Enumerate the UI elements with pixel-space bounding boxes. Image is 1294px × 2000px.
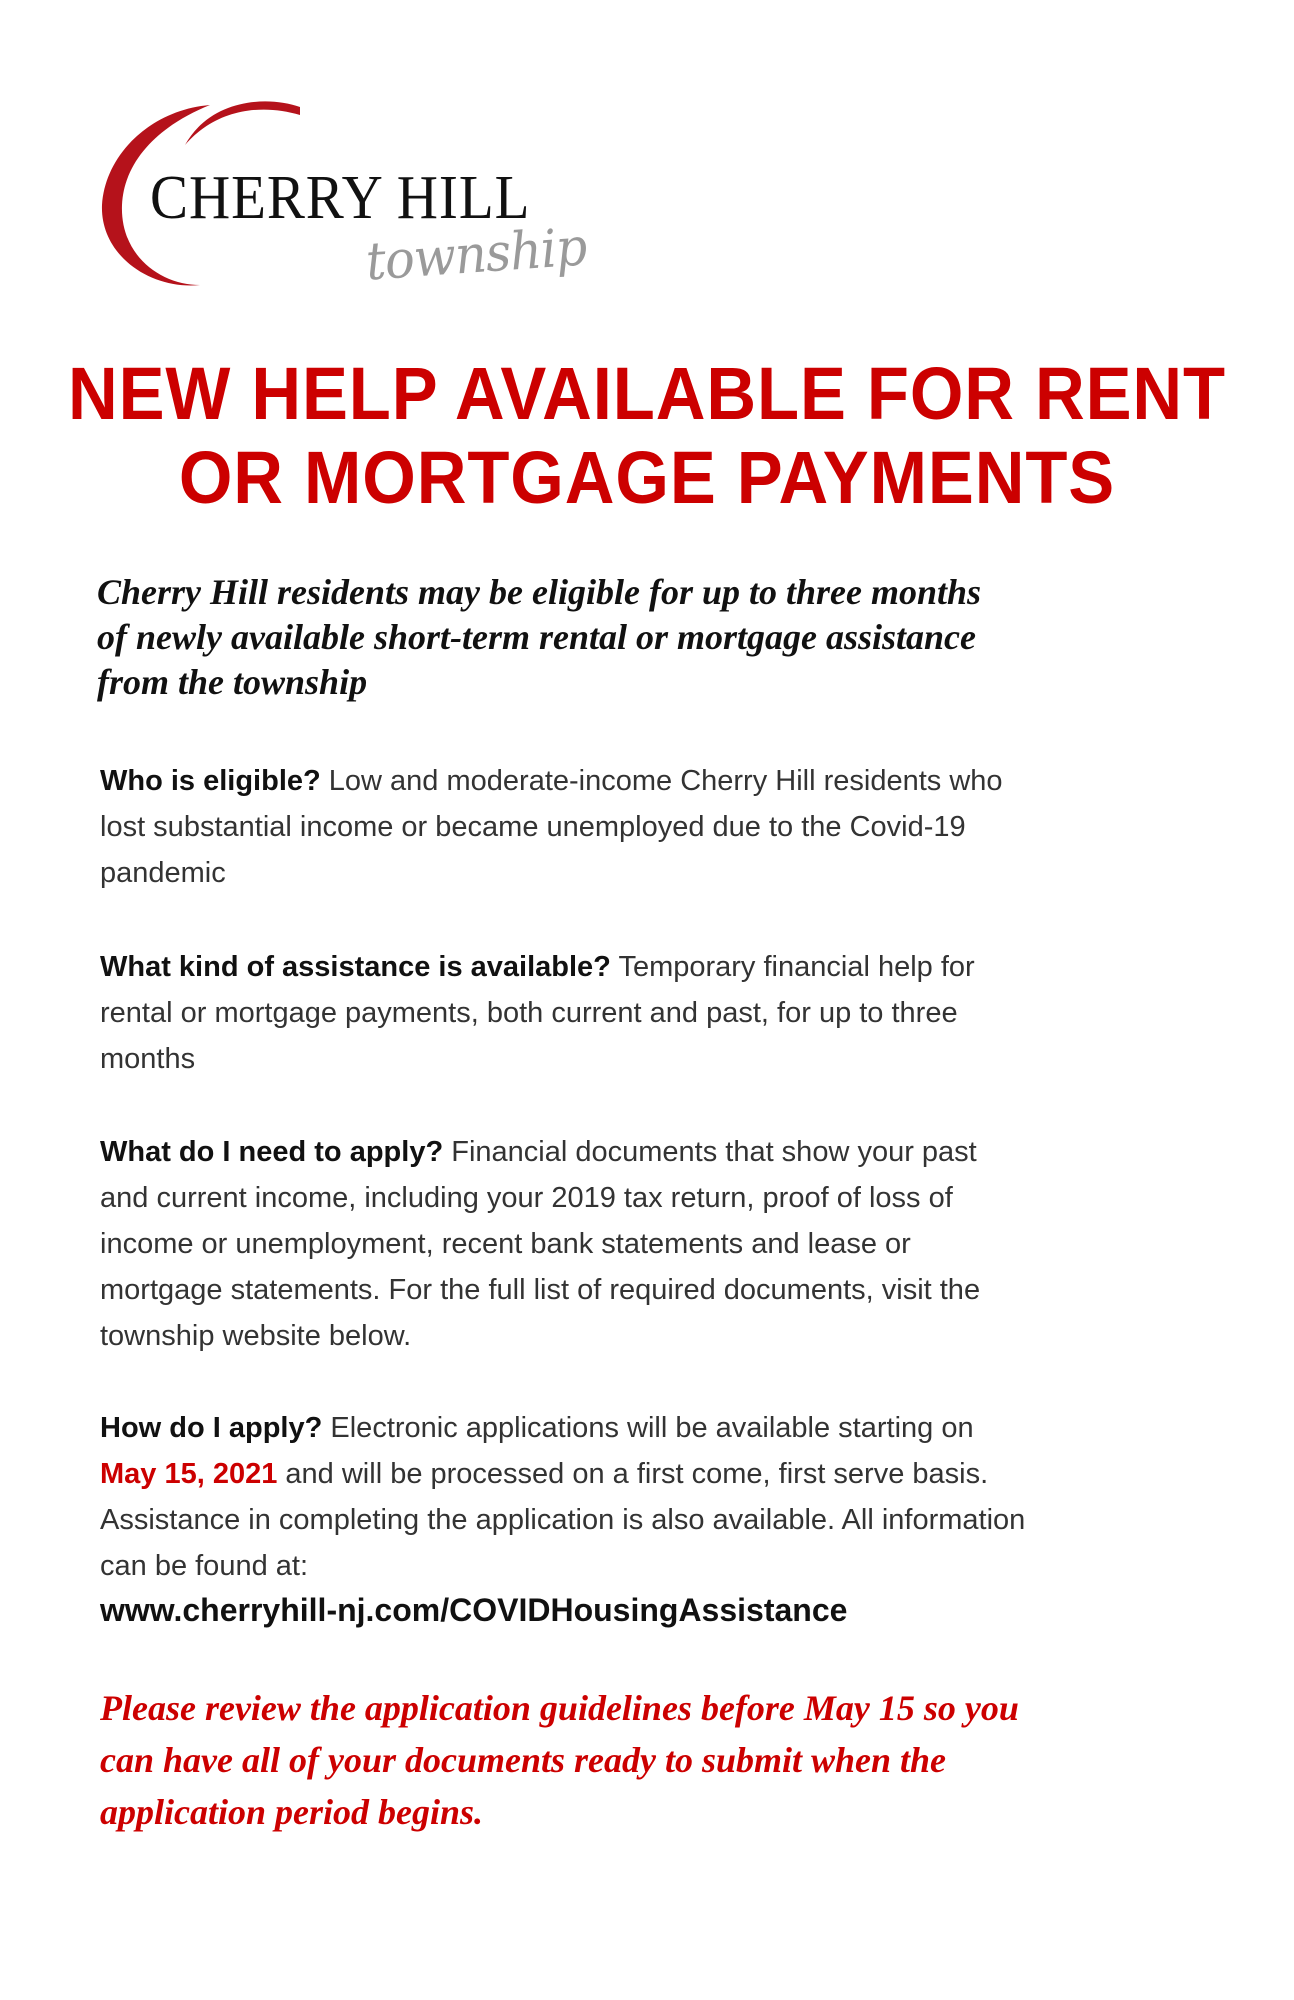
section-answer: months xyxy=(100,1043,196,1075)
section-answer: mortgage statements. For the full list of required documents, visit the xyxy=(100,1274,981,1306)
closing-line: Please review the application guidelines before May 15 so you xyxy=(100,1688,1019,1728)
section-how-to-apply xyxy=(100,1405,1200,1589)
closing-line: application period begins. xyxy=(100,1792,484,1832)
intro-line: of newly available short-term rental or mortgage assistance xyxy=(97,617,976,657)
section-question: How do I apply? xyxy=(100,1412,323,1444)
section-answer: lost substantial income or became unemployed due to the Covid-19 xyxy=(100,811,966,843)
section-answer: Temporary financial help for xyxy=(610,951,975,983)
section-answer: and current income, including your 2019 tax return, proof of loss of xyxy=(100,1182,953,1214)
section-answer: Electronic applications will be available starting on xyxy=(322,1412,974,1444)
section-question: Who is eligible? xyxy=(100,765,321,797)
intro-line: from the township xyxy=(97,662,368,702)
section-answer: Low and moderate-income Cherry Hill residents who xyxy=(320,765,1003,797)
section-answer: pandemic xyxy=(100,857,226,889)
closing-line: can have all of your documents ready to submit when the xyxy=(100,1740,947,1780)
headline-line-1: NEW HELP AVAILABLE FOR RENT xyxy=(67,352,1227,435)
section-answer: rental or mortgage payments, both current and past, for up to three xyxy=(100,997,958,1029)
section-answer: and will be processed on a first come, first serve basis. xyxy=(277,1458,989,1490)
section-requirements xyxy=(100,1129,1200,1359)
section-answer: Financial documents that show your past xyxy=(443,1136,977,1168)
section-question: What kind of assistance is available? xyxy=(100,951,611,983)
closing-note xyxy=(100,1682,1200,1838)
application-start-date: May 15, 2021 xyxy=(100,1458,278,1490)
headline-line-2: OR MORTGAGE PAYMENTS xyxy=(178,436,1116,519)
section-assistance-type xyxy=(100,944,1200,1082)
section-answer: township website below. xyxy=(100,1320,412,1352)
cherry-hill-township-logo xyxy=(90,85,590,300)
intro-paragraph xyxy=(97,570,1177,705)
intro-line: Cherry Hill residents may be eligible for up to three months xyxy=(97,572,982,612)
section-answer: income or unemployment, recent bank statements and lease or xyxy=(100,1228,911,1260)
section-answer: can be found at: xyxy=(100,1550,308,1582)
section-question: What do I need to apply? xyxy=(100,1136,444,1168)
section-answer: Assistance in completing the application is also available. All information xyxy=(100,1504,1026,1536)
page-headline xyxy=(0,352,1294,520)
logo-subtitle: township xyxy=(363,217,589,293)
logo-title: CHERRY HILL xyxy=(150,164,531,232)
section-eligibility xyxy=(100,758,1200,896)
housing-assistance-url[interactable]: www.cherryhill-nj.com/COVIDHousingAssistance xyxy=(100,1592,848,1628)
